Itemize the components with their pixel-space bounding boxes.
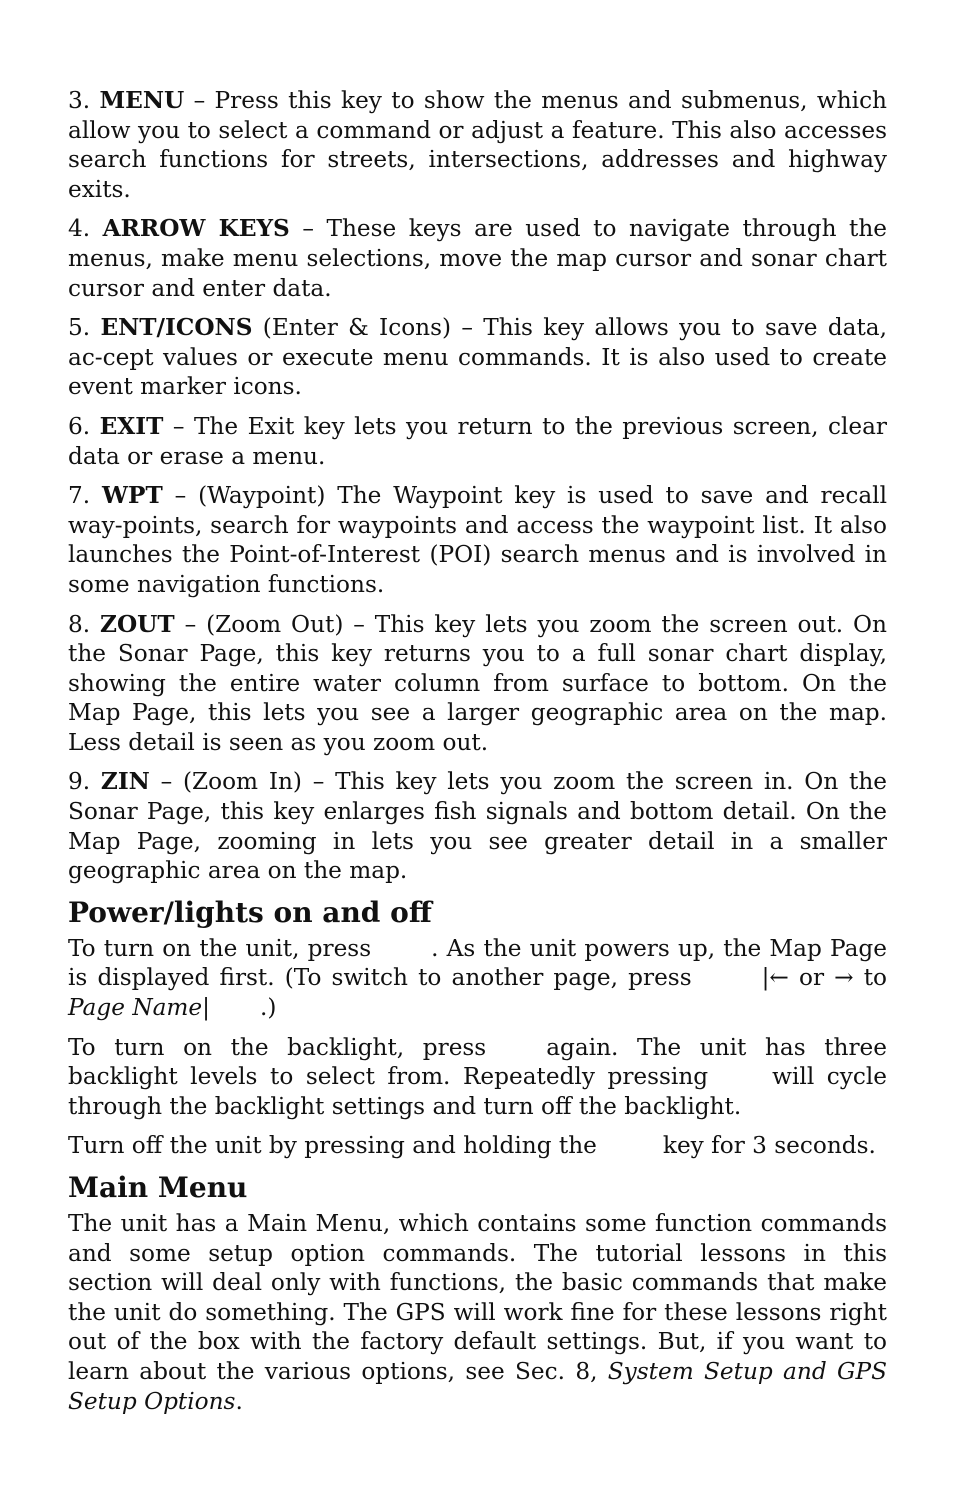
section-heading-power: Power/lights on and off — [68, 895, 432, 929]
item-text: – These keys are used to navigate through the menus, make menu selections, move the map cursor and sonar chart cursor and enter data. — [68, 215, 888, 302]
item-number: 8. — [68, 610, 101, 638]
key-name: MENU — [99, 87, 185, 114]
key-name: WPT — [102, 482, 163, 510]
list-item-ent-icons — [68, 313, 887, 402]
key-name: ENT/ICONS — [100, 314, 253, 342]
document-page — [68, 86, 887, 1426]
text-run: . — [235, 1387, 243, 1415]
item-number: 6. — [68, 412, 100, 440]
text-run: .) — [259, 994, 277, 1022]
power-paragraph-1 — [68, 934, 887, 1023]
item-number: 9. — [68, 768, 101, 796]
list-item-zout — [68, 610, 887, 758]
list-item-menu — [68, 86, 887, 204]
list-item-zin — [68, 767, 887, 885]
item-number: 5. — [68, 314, 101, 342]
text-run: key for 3 seconds. — [662, 1132, 876, 1160]
section-heading-main-menu: Main Menu — [68, 1171, 248, 1204]
text-run: . As the unit powers up, the Map Page is displayed first. (To switch to another page, press — [68, 934, 887, 992]
item-text: – The Exit key lets you return to the previous screen, clear data or erase a menu. — [68, 412, 887, 470]
text-run: |← or → to — [761, 964, 887, 992]
section-reference: System Setup and GPS Setup Options — [68, 1357, 887, 1415]
power-paragraph-3 — [68, 1131, 887, 1161]
key-name: EXIT — [99, 412, 164, 440]
list-item-wpt — [68, 481, 887, 599]
item-text: – (Zoom In) – This key lets you zoom the screen in. On the Sonar Page, this key enlarges fish signals and bottom detail. On the Map Page, zooming in lets you see greater detail in a smaller geographic area on the map. — [68, 768, 887, 885]
text-run: Turn off the unit by pressing and holding the — [68, 1132, 597, 1160]
page-name-text: Page Name — [68, 994, 203, 1022]
key-name: ZOUT — [100, 610, 175, 638]
text-run: To turn on the backlight, press — [68, 1033, 487, 1061]
item-number: 7. — [68, 482, 102, 510]
text-run: To turn on the unit, press — [68, 934, 372, 962]
text-run: The unit has a Main Menu, which contains some function commands and some setup option commands. The tutorial lessons in this section will deal only with functions, the basic commands that make the unit do something. The GPS will work fine for these lessons right out of the box with the factory default settings. But, if you want to learn about the various options, see Sec. 8, — [68, 1210, 887, 1385]
item-number: 3. — [68, 87, 100, 114]
item-text: (Enter & Icons) – This key allows you to save data, ac-cept values or execute menu commands. It is also used to create event marker icons. — [68, 314, 888, 401]
item-text: – (Waypoint) The Waypoint key is used to save and recall way-points, search for waypoints and access the waypoint list. It also launches the Point-of-Interest (POI) search menus and is involved in some navigation functions. — [68, 482, 887, 598]
list-item-arrow-keys — [68, 214, 887, 303]
item-number: 4. — [68, 215, 103, 243]
item-text: – Press this key to show the menus and submenus, which allow you to select a command or adjust a feature. This also accesses search functions for streets, intersections, addresses and highway exits. — [68, 87, 887, 203]
text-run: will cycle through the backlight settings and turn off the backlight. — [68, 1063, 887, 1120]
key-name: ZIN — [100, 768, 150, 796]
text-run: again. The unit has three backlight levels to select from. Repeatedly pressing — [68, 1033, 887, 1091]
power-paragraph-2 — [68, 1033, 887, 1122]
item-text: – (Zoom Out) – This key lets you zoom the screen out. On the Sonar Page, this key returns you to a full sonar chart display, showing the entire water column from surface to bottom. On the Map Page, this lets you see a larger geographic area on the map. Less detail is seen as you zoom out. — [68, 610, 887, 756]
list-item-exit — [68, 412, 887, 471]
key-name: ARROW KEYS — [102, 215, 290, 243]
main-menu-paragraph — [68, 1209, 887, 1416]
text-run: | — [202, 994, 210, 1022]
